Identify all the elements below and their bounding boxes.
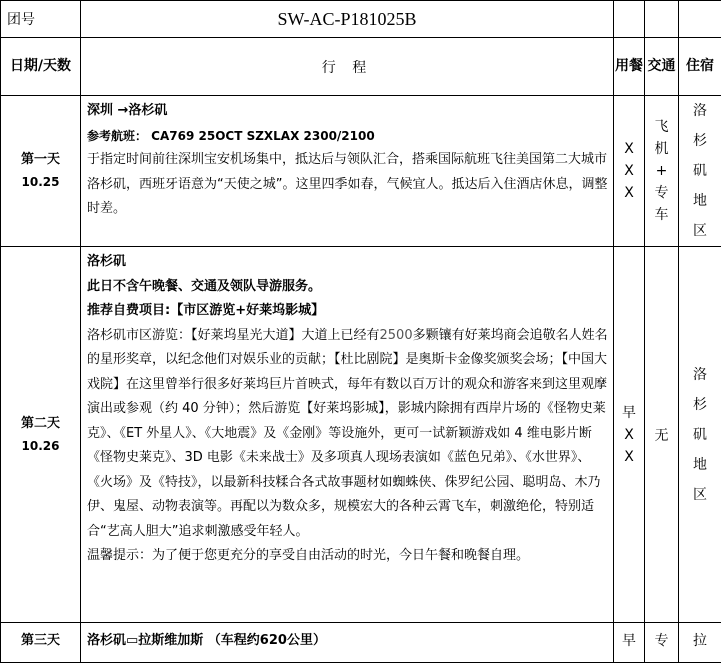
stay-char: 地 [679,186,721,216]
stay-char: 矶 [679,420,721,450]
stay-char: 洛 [679,360,721,390]
stay-char: 区 [679,216,721,246]
day1-route: 深圳 →洛杉矶 [87,99,609,124]
day2-name: 第二天 [21,416,60,431]
column-header-row [1,38,721,96]
meal-item: X [614,182,644,204]
day2-desc-b: 多颗镶有好莱坞商会追敬名人姓名的星形奖章，以纪念他们对娱乐业的贡献；【杜比剧院】是奥斯卡金像奖颁奖会场；【中国大戏院】在这里曾举行很多好莱坞巨片首映式，每年有数以百万计的观众和游客来到这里观摩演出或参观（约 40 分钟）；然后游览【好莱坞影城】，影城内除拥有西岸片场的《怪物史莱克》、《ET 外星人》、《大地震》及《金刚》等设施外，更可一试新颖游戏如 4 维电影片断《怪物史莱克》、3D 电影《未来战士》及多项真人现场表演如《蓝色兄弟》、《水世界》、《火场》及《特技》，以最新科技糅合各式故事题材如蜘蛛侠、侏罗纪公园、聪明岛、木乃伊、鬼屋、动物表演等。再配以为数众多，规模宏大的各种云霄飞车，刺激绝伦，特别适合“艺高人胆大”追求刺激感受年轻人。 [87,328,608,539]
meal-item: X [614,138,644,160]
day2-recommend: 推荐自费项目:【市区游览+好莱坞影城】 [87,299,609,324]
day2-city: 洛杉矶 [87,250,609,275]
empty-cell [645,1,679,38]
day3-transport [645,623,679,663]
transport-char: + [645,160,678,182]
day2-desc-a: 洛杉矶市区游览：【好莱坞星光大道】大道上已经有 [87,328,380,343]
day1-flight: 参考航班： CA769 25OCT SZXLAX 2300/2100 [87,124,609,149]
meal-item: 早 [614,629,644,653]
transport-char: 飞 [645,116,678,138]
transport-char: 车 [645,204,678,226]
day3-meal [614,623,645,663]
col-day-header: 日期/天数 [1,38,81,96]
day3-stay [679,623,721,663]
stay-char: 杉 [679,390,721,420]
day1-date: 10.25 [1,171,80,193]
meal-item: X [614,160,644,182]
meal-item: X [614,446,644,468]
day3-name: 第三天 [21,633,60,648]
day3-route: 洛杉矶▭拉斯维加斯 （车程约620公里） [87,629,609,653]
transport-char: 专 [645,629,678,653]
transport-char: 无 [645,425,678,445]
stay-char: 拉 [679,629,721,653]
day1-stay [679,96,721,247]
day2-label [1,247,81,623]
day2-content [81,247,614,623]
col-plan-header: 行 程 [81,38,614,96]
day1-desc: 于指定时间前往深圳宝安机场集中，抵达后与领队汇合，搭乘国际航班飞往美国第二大城市洛杉矶，西班牙语意为“天使之城”。这里四季如春，气候宜人。抵达后入住酒店休息，调整时差。 [87,148,609,222]
group-code: SW-AC-P181025B [81,1,614,38]
col-stay-header: 住宿 [679,38,721,96]
transport-char: 机 [645,138,678,160]
day1-meal [614,96,645,247]
day3-content [81,623,614,663]
day3-row [1,623,721,663]
day1-transport [645,96,679,247]
day2-desc-num: 2500 [380,328,413,343]
transport-char: 专 [645,182,678,204]
stay-char: 杉 [679,126,721,156]
day1-row [1,96,721,247]
day1-name: 第一天 [21,152,60,167]
day2-stay [679,247,721,623]
day2-date: 10.26 [1,435,80,457]
day2-meal [614,247,645,623]
stay-char: 区 [679,480,721,510]
day1-content [81,96,614,247]
day2-tip: 温馨提示：为了便于您更充分的享受自由活动的时光，今日午餐和晚餐自理。 [87,544,609,569]
day2-transport [645,247,679,623]
day2-notice: 此日不含午晚餐、交通及领队导游服务。 [87,275,609,300]
meal-item: X [614,424,644,446]
col-transport-header: 交通 [645,38,679,96]
empty-cell [614,1,645,38]
col-meal-header: 用餐 [614,38,645,96]
day2-row [1,247,721,623]
stay-char: 矶 [679,156,721,186]
meal-item: 早 [614,402,644,424]
day3-label [1,623,81,663]
day1-label [1,96,81,247]
group-row [1,1,721,38]
group-label: 团号 [1,1,81,38]
stay-char: 地 [679,450,721,480]
empty-cell [679,1,721,38]
day2-desc [87,324,609,545]
stay-char: 洛 [679,96,721,126]
